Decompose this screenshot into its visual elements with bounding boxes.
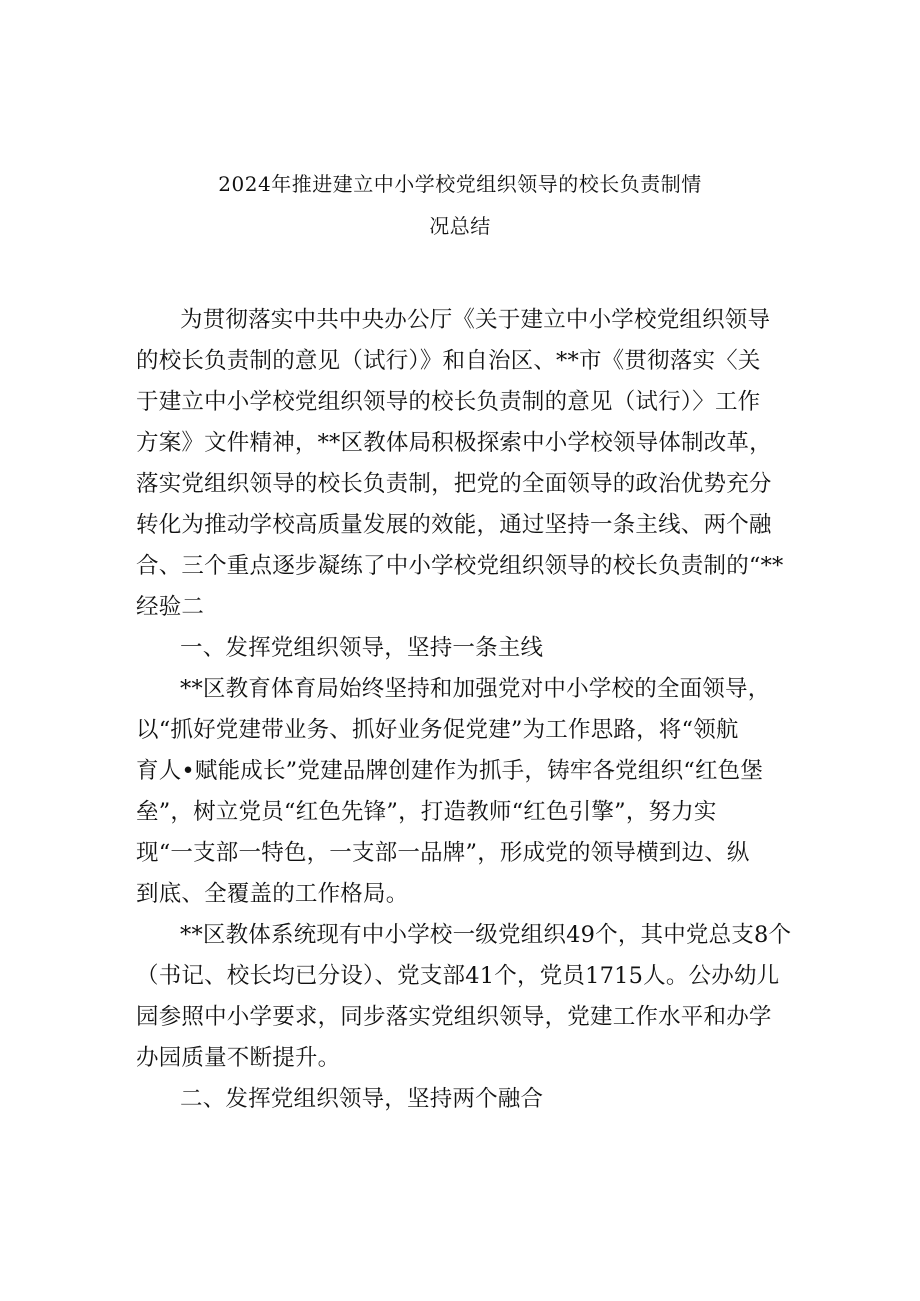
intro-line: 落实党组织领导的校长负责制，把党的全面领导的政治优势充分 xyxy=(136,471,772,497)
paragraph-line: 垒”，树立党员“红色先锋”，打造教师“红色引擎”，努力实 xyxy=(136,799,717,825)
paragraph-line: 以“抓好党建带业务、抓好业务促党建”为工作思路，将“领航 xyxy=(136,717,739,743)
paragraph-line: **区教育体育局始终坚持和加强党对中小学校的全面领导， xyxy=(180,676,771,702)
intro-line: 的校长负责制的意见（试行）》和自治区、**市《贯彻落实〈关 xyxy=(136,348,761,374)
intro-line: 方案》文件精神，**区教体局积极探索中小学校领导体制改革， xyxy=(136,430,772,456)
section-2-heading: 二、发挥党组织领导，坚持两个融合 xyxy=(180,1086,544,1112)
paragraph-line: （书记、校长均已分设）、党支部41个，党员1715人。公办幼儿 xyxy=(136,963,780,989)
section-1-heading: 一、发挥党组织领导，坚持一条主线 xyxy=(180,635,544,661)
intro-line: 转化为推动学校高质量发展的效能，通过坚持一条主线、两个融 xyxy=(136,512,772,538)
intro-line: 于建立中小学校党组织领导的校长负责制的意见（试行）〉工作 xyxy=(136,389,761,415)
document-title-line-2: 况总结 xyxy=(429,214,491,238)
intro-line: 合、三个重点逐步凝练了中小学校党组织领导的校长负责制的“** xyxy=(136,553,784,579)
paragraph-line: 办园质量不断提升。 xyxy=(136,1045,341,1071)
intro-line: 为贯彻落实中共中央办公厅《关于建立中小学校党组织领导 xyxy=(180,307,771,333)
paragraph-line: 育人•赋能成长”党建品牌创建作为抓手，铸牢各党组织“红色堡 xyxy=(136,758,764,784)
paragraph-line: **区教体系统现有中小学校一级党组织49个，其中党总支8个 xyxy=(180,922,792,948)
intro-line: 经验二 xyxy=(136,594,205,620)
document-title-line-1: 2024年推进建立中小学校党组织领导的校长负责制情 xyxy=(218,172,702,196)
paragraph-line: 现“一支部一特色，一支部一品牌”，形成党的领导横到边、纵 xyxy=(136,840,750,866)
paragraph-line: 到底、全覆盖的工作格局。 xyxy=(136,881,409,907)
paragraph-line: 园参照中小学要求，同步落实党组织领导，党建工作水平和办学 xyxy=(136,1004,772,1030)
